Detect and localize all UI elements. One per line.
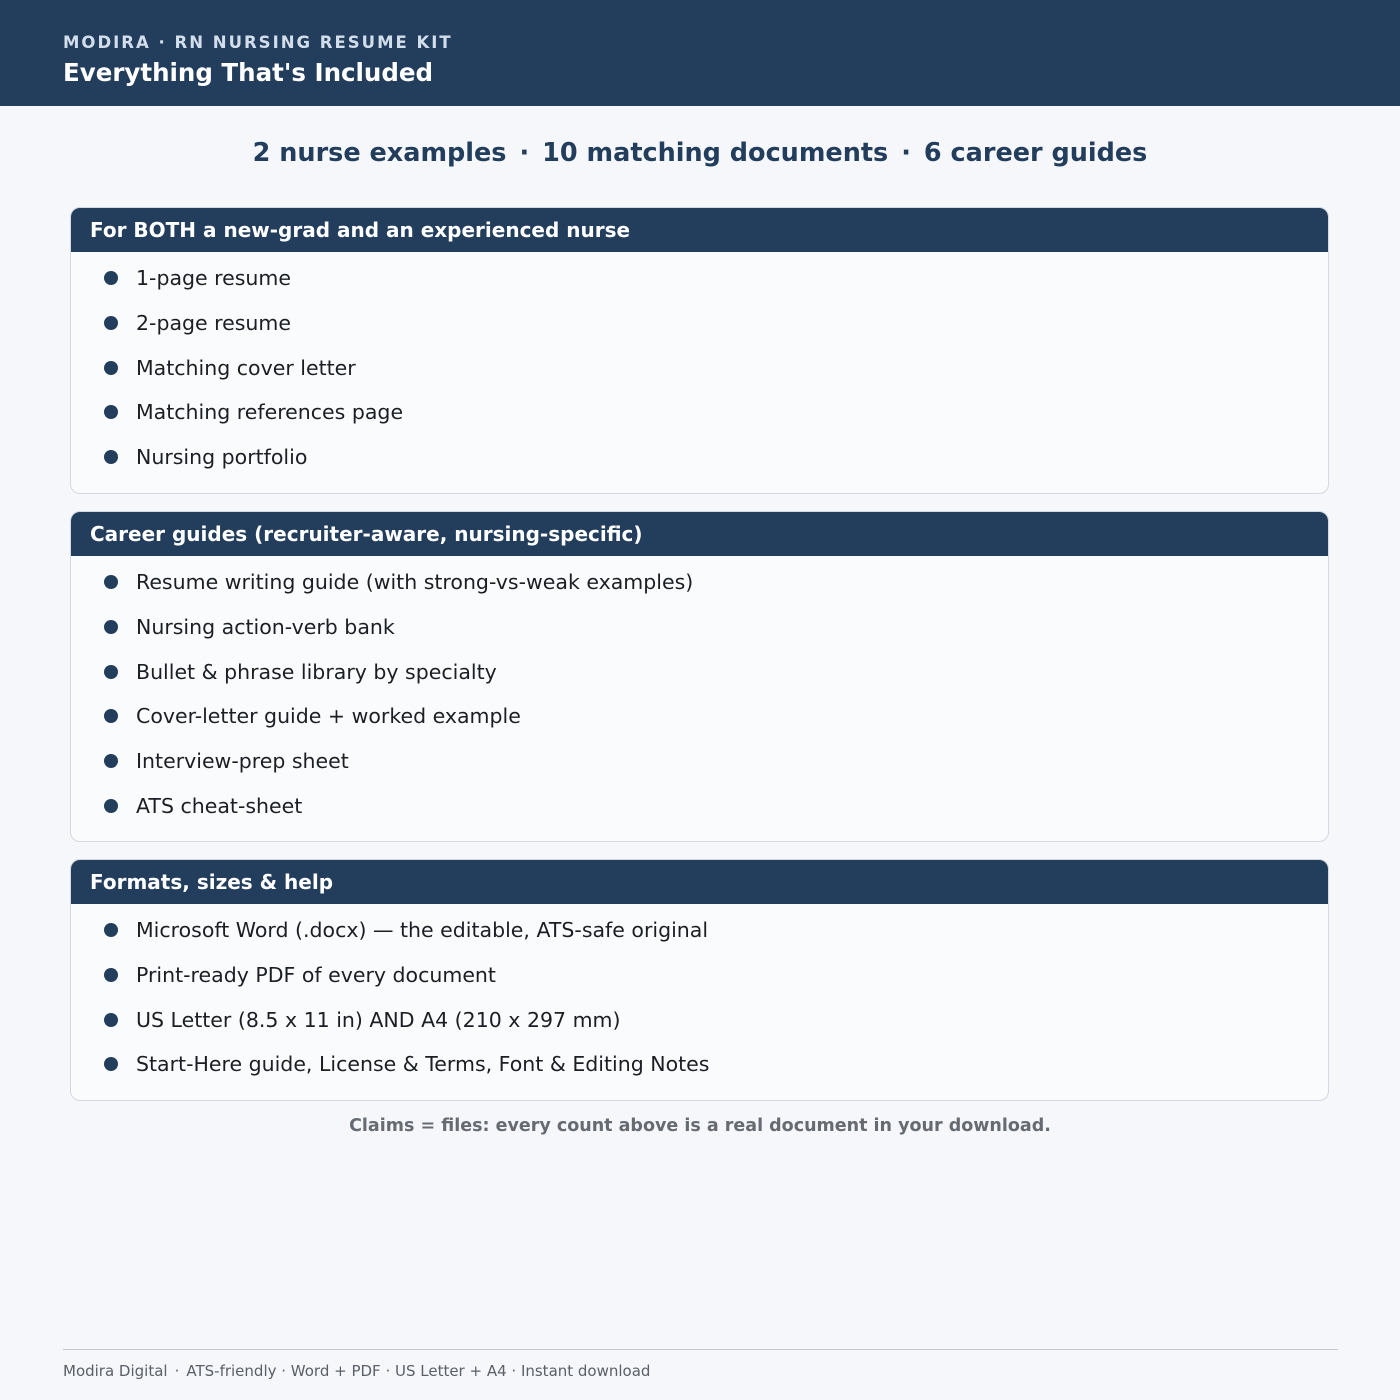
- list-item: [71, 390, 1328, 435]
- summary-separator: ·: [901, 138, 911, 168]
- section-heading: For BOTH a new-grad and an experienced nurse: [71, 208, 1328, 252]
- list-item-label: Bullet & phrase library by specialty: [136, 659, 497, 684]
- list-item: [71, 953, 1328, 998]
- bullet-dot-icon: [104, 923, 118, 937]
- section-card-guides: [70, 511, 1329, 842]
- bullet-dot-icon: [104, 968, 118, 982]
- section-card-documents: [70, 207, 1329, 494]
- list-item-label: Cover-letter guide + worked example: [136, 704, 521, 729]
- footer-divider: [63, 1349, 1338, 1350]
- header-banner: [0, 0, 1400, 106]
- page-title: Everything That's Included: [63, 58, 434, 87]
- summary-item-guides: 6 career guides: [923, 138, 1148, 168]
- list-item-label: Resume writing guide (with strong-vs-weak examples): [136, 570, 694, 594]
- bullet-dot-icon: [104, 316, 118, 330]
- list-item: [71, 1042, 1328, 1087]
- list-item-label: Print-ready PDF of every document: [136, 962, 496, 987]
- bullet-dot-icon: [104, 450, 118, 464]
- list-item-label: US Letter (8.5 x 11 in) AND A4 (210 x 297 mm): [136, 1007, 621, 1032]
- summary-item-examples: 2 nurse examples: [252, 138, 507, 168]
- list-item-label: Interview-prep sheet: [136, 749, 349, 774]
- bullet-dot-icon: [104, 405, 118, 419]
- list-item: [71, 560, 1328, 605]
- list-item: [71, 650, 1328, 695]
- section-list: [71, 252, 1328, 480]
- list-item-label: Start-Here guide, License & Terms, Font & Editing Notes: [136, 1052, 710, 1077]
- list-item-label: ATS cheat-sheet: [136, 793, 303, 818]
- bullet-dot-icon: [104, 754, 118, 768]
- list-item: [71, 256, 1328, 301]
- bullet-dot-icon: [104, 361, 118, 375]
- bullet-dot-icon: [104, 1013, 118, 1027]
- list-item: [71, 739, 1328, 784]
- bullet-dot-icon: [104, 575, 118, 589]
- kit-eyebrow: MODIRA · RN NURSING RESUME KIT: [63, 33, 453, 52]
- summary-counts: [0, 138, 1400, 168]
- list-item: [71, 998, 1328, 1043]
- list-item-label: Microsoft Word (.docx) — the editable, ATS-safe original: [136, 918, 709, 942]
- list-item: [71, 435, 1328, 480]
- bullet-dot-icon: [104, 665, 118, 679]
- bullet-dot-icon: [104, 271, 118, 285]
- claims-note: Claims = files: every count above is a real document in your download.: [349, 1116, 1051, 1136]
- section-heading: Career guides (recruiter-aware, nursing-specific): [71, 512, 1328, 556]
- list-item: [71, 694, 1328, 739]
- list-item: [71, 908, 1328, 953]
- summary-separator: ·: [519, 138, 530, 168]
- footer: [63, 1362, 650, 1380]
- footer-details: ATS-friendly · Word + PDF · US Letter + A4 · Instant download: [186, 1362, 651, 1380]
- list-item: [71, 301, 1328, 346]
- bullet-dot-icon: [104, 709, 118, 723]
- section-card-formats: [70, 859, 1329, 1101]
- list-item-label: 1-page resume: [136, 266, 292, 290]
- list-item-label: Matching references page: [136, 400, 404, 425]
- list-item: [71, 346, 1328, 391]
- footer-brand: Modira Digital: [63, 1362, 168, 1380]
- list-item-label: Matching cover letter: [136, 355, 356, 380]
- list-item-label: Nursing action-verb bank: [136, 614, 395, 639]
- bullet-dot-icon: [104, 1057, 118, 1071]
- footer-separator: ·: [174, 1362, 180, 1380]
- section-heading: Formats, sizes & help: [71, 860, 1328, 904]
- bullet-dot-icon: [104, 620, 118, 634]
- section-list: [71, 904, 1328, 1087]
- list-item: [71, 605, 1328, 650]
- list-item: [71, 784, 1328, 829]
- bullet-dot-icon: [104, 799, 118, 813]
- section-list: [71, 556, 1328, 829]
- list-item-label: 2-page resume: [136, 310, 292, 335]
- list-item-label: Nursing portfolio: [136, 445, 308, 470]
- summary-item-documents: 10 matching documents: [542, 138, 889, 168]
